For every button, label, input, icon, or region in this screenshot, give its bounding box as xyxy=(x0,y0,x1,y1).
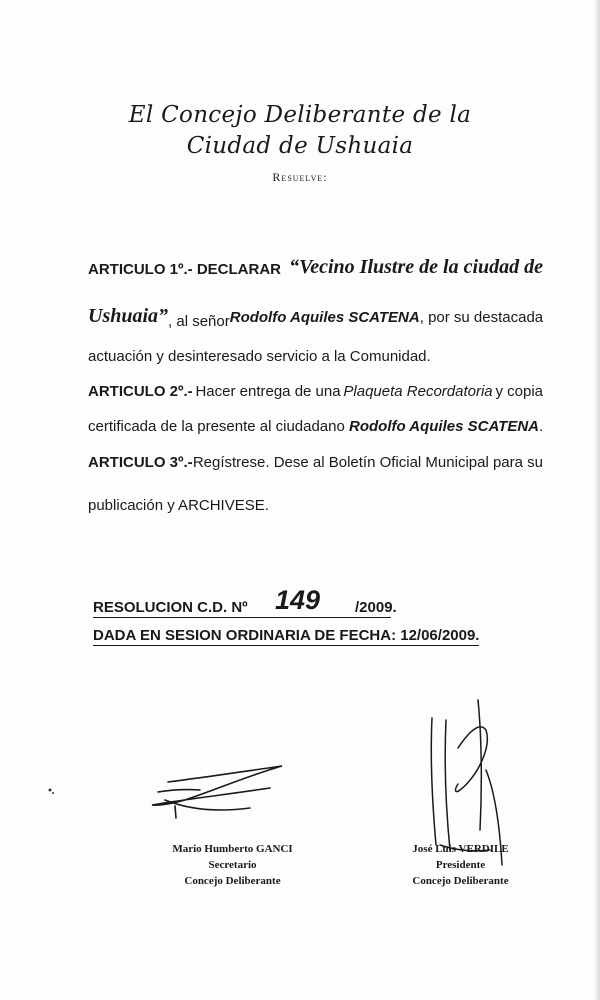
article-1-verb: DECLARAR xyxy=(196,261,281,278)
resolution-prefix: RESOLUCION C.D. Nº xyxy=(93,599,248,616)
left-signature-icon xyxy=(152,766,282,818)
article-3-line-2: publicación y ARCHIVESE. xyxy=(88,497,269,514)
right-signer-name: José Luis VERDILE xyxy=(412,843,509,855)
article-2-name: Rodolfo Aquiles SCATENA xyxy=(349,418,540,435)
article-1-line-3: actuación y desinteresado servicio a la Comunidad. xyxy=(88,348,431,365)
right-signature-block xyxy=(398,841,523,889)
resolution-number: 149 xyxy=(275,585,321,615)
left-signer-name: Mario Humberto GANCI xyxy=(172,843,293,855)
resolution-year: /2009. xyxy=(355,599,397,616)
article-1-after-quote: , al señor xyxy=(168,313,230,330)
left-signature-block xyxy=(160,841,305,889)
left-signer-org: Concejo Deliberante xyxy=(184,875,281,887)
article-2-line-2-text: certificada de la presente al ciudadano xyxy=(88,418,345,435)
article-3-label: ARTICULO 3º.- xyxy=(88,454,193,471)
session-date: DADA EN SESION ORDINARIA DE FECHA: 12/06/2009. xyxy=(93,627,480,644)
article-1-quote-start: “Vecino Ilustre de la ciudad de xyxy=(289,256,543,278)
council-title-line-1: El Concejo Deliberante de la xyxy=(128,102,472,128)
article-2-label: ARTICULO 2º.- xyxy=(88,383,193,400)
article-2-text-1: Hacer entrega de una xyxy=(195,383,341,400)
article-3-text-1: Regístrese. Dese al Boletín Oficial Municipal para su xyxy=(192,454,543,471)
article-1-name: Rodolfo Aquiles SCATENA xyxy=(229,309,420,326)
right-signer-role: Presidente xyxy=(435,859,486,871)
council-title-line-2: Ciudad de Ushuaia xyxy=(186,133,414,159)
right-signer-org: Concejo Deliberante xyxy=(412,875,509,887)
speck-mark-icon xyxy=(49,789,55,795)
article-2-text-2: y copia xyxy=(495,383,543,400)
article-1-quote-end: Ushuaia” xyxy=(88,305,169,327)
article-1-after-name: , por su destacada xyxy=(419,309,544,326)
resuelve-label: Resuelve: xyxy=(272,170,328,184)
left-signer-role: Secretario xyxy=(208,859,257,871)
article-2-plaqueta: Plaqueta Recordatoria xyxy=(343,383,493,400)
article-2-end: . xyxy=(539,418,544,435)
article-1-label: ARTICULO 1º.- xyxy=(88,261,193,278)
